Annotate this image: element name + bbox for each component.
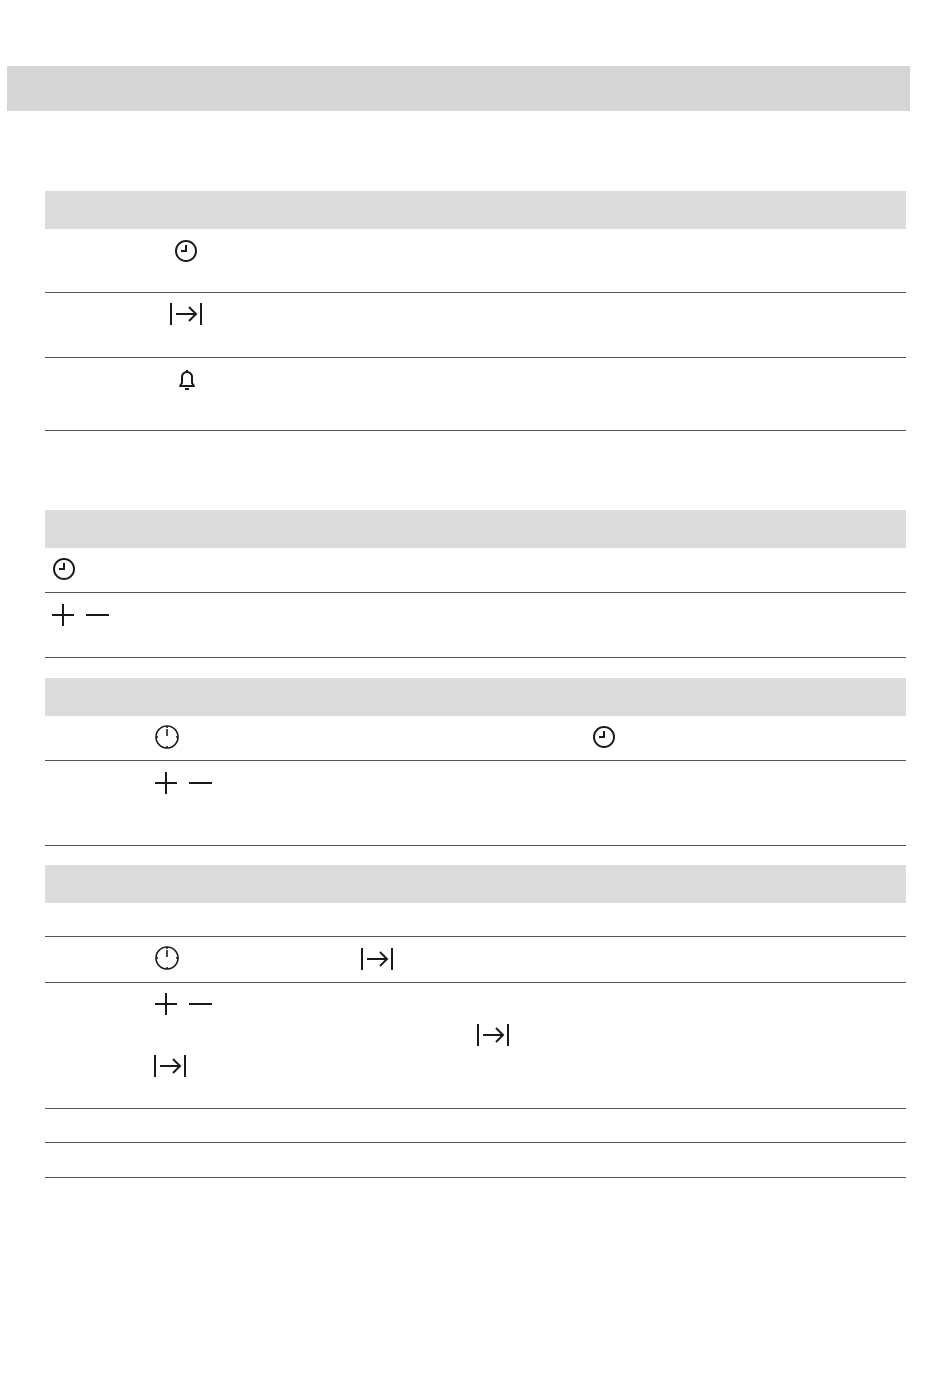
plus-minus-icon [153,769,213,797]
section-4-header [45,865,906,903]
section-3-header [45,678,906,716]
row-divider [45,760,906,761]
row-divider [45,1177,906,1178]
timer-icon [153,723,181,751]
bell-icon [173,366,201,394]
skip-to-end-icon [360,945,394,973]
skip-to-end-icon [169,300,203,328]
row-divider [45,357,906,358]
row-divider [45,592,906,593]
row-divider [45,1142,906,1143]
skip-to-end-icon [476,1021,510,1049]
clock-icon [50,555,78,583]
row-divider [45,936,906,937]
clock-icon [172,237,200,265]
row-divider [45,292,906,293]
row-divider [45,982,906,983]
section-2-header [45,510,906,548]
clock-icon [590,723,618,751]
row-divider [45,430,906,431]
plus-minus-icon [153,990,213,1018]
row-divider [45,657,906,658]
row-divider [45,845,906,846]
skip-to-end-icon [153,1052,187,1080]
plus-minus-icon [50,601,110,629]
timer-icon [153,944,181,972]
row-divider [45,1108,906,1109]
title-bar [7,66,910,111]
section-1-header [45,191,906,229]
